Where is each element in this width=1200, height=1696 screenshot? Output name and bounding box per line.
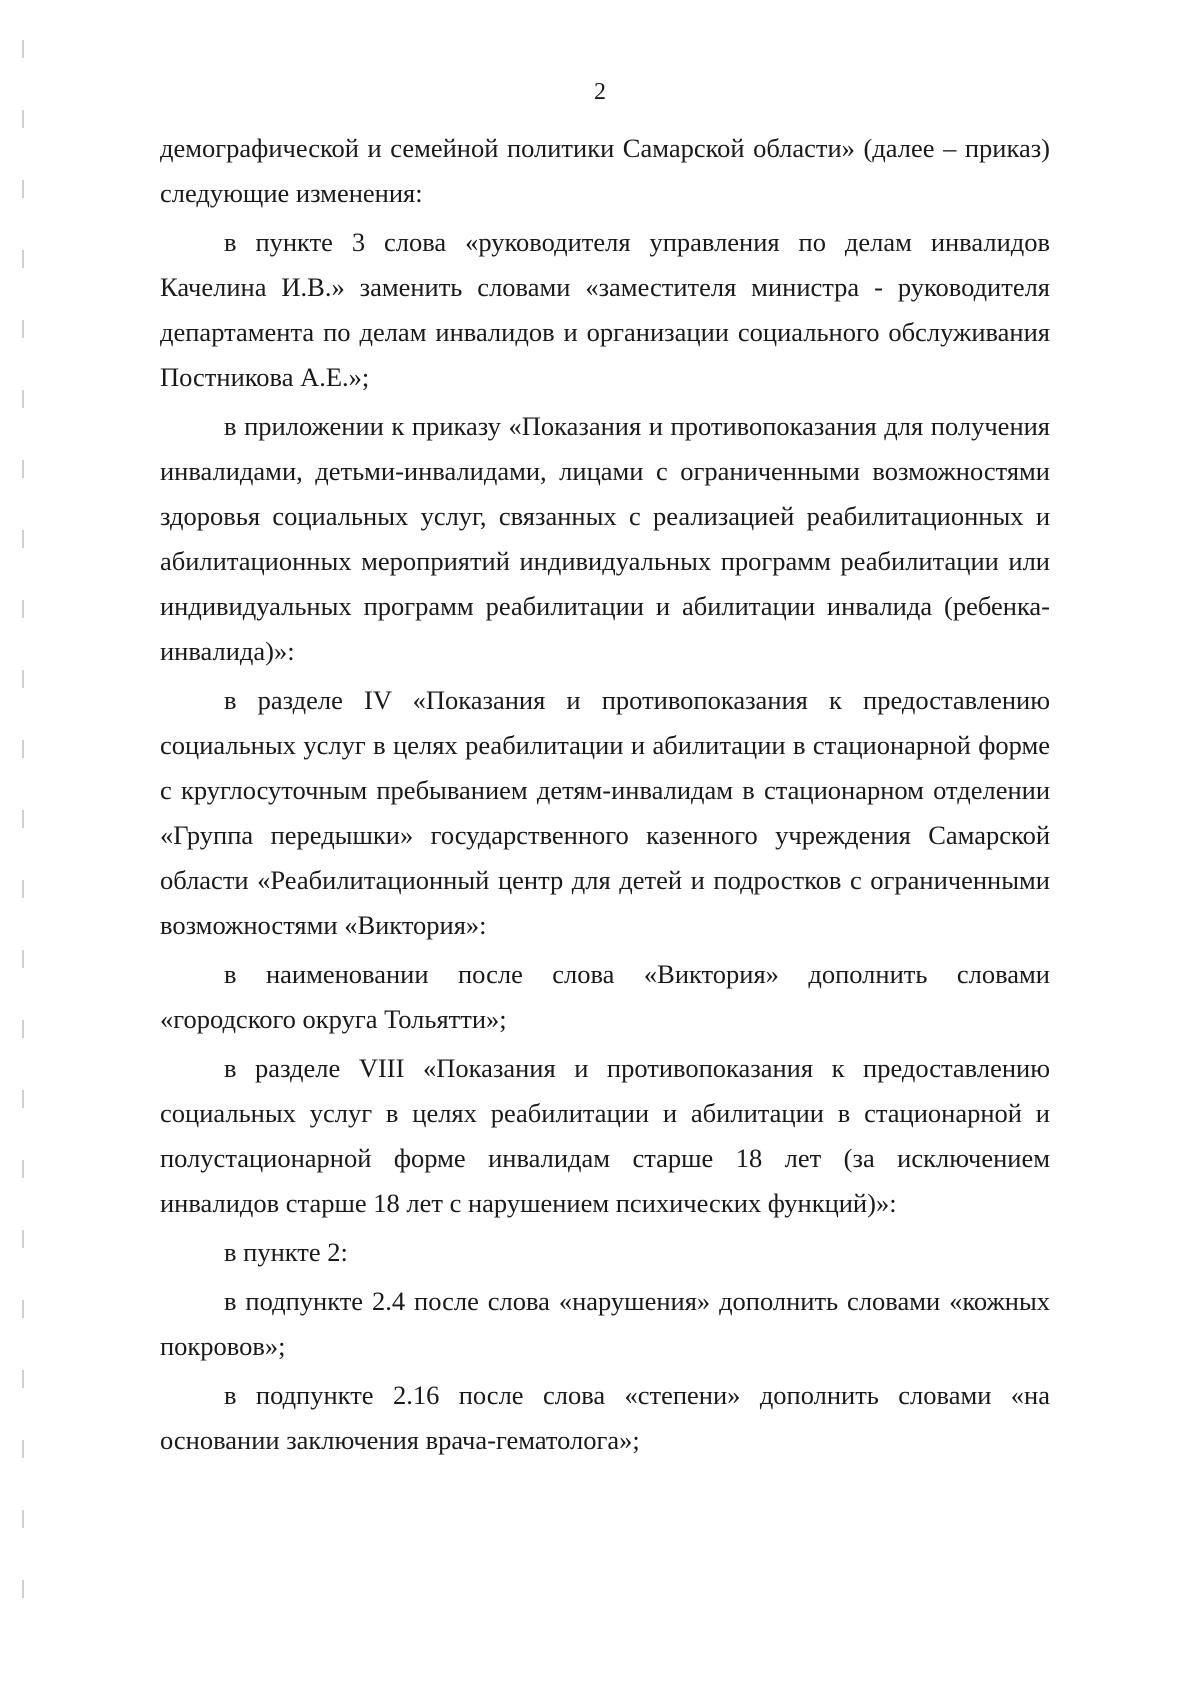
document-body xyxy=(160,126,1050,1467)
paragraph-2: в пункте 3 слова «руководителя управления по делам инвалидов Качелина И.В.» заменить словами «заместителя министра - руководителя департамента по делам инвалидов и организации социального обслуживания Постникова А.Е.»; xyxy=(160,227,1050,392)
paragraph-3: в приложении к приказу «Показания и противопоказания для получения инвалидами, детьми-инвалидами, лицами с ограниченными возможностями здоровья социальных услуг, связанных с реализацией реабилитационных и абилитационных мероприятий индивидуальных программ реабилитации или индивидуальных программ реабилитации и абилитации инвалида (ребенка-инвалида)»: xyxy=(160,411,1050,666)
paragraph-7: в пункте 2: xyxy=(224,1237,348,1267)
page-number: 2 xyxy=(594,79,606,105)
scan-edge-artifact xyxy=(22,40,24,1600)
paragraph-4: в разделе IV «Показания и противопоказания к предоставлению социальных услуг в целях реабилитации и абилитации в стационарной форме с круглосуточным пребыванием детям-инвалидам в стационарном отделении «Группа передышки» государственного казенного учреждения Самарской области «Реабилитационный центр для детей и подростков с ограниченными возможностями «Виктория»: xyxy=(160,685,1050,940)
paragraph-8: в подпункте 2.4 после слова «нарушения» дополнить словами «кожных покровов»; xyxy=(160,1286,1050,1361)
paragraph-5: в наименовании после слова «Виктория» дополнить словами «городского округа Тольятти»; xyxy=(160,959,1050,1034)
paragraph-6: в разделе VIII «Показания и противопоказания к предоставлению социальных услуг в целях реабилитации и абилитации в стационарной и полустационарной форме инвалидам старше 18 лет (за исключением инвалидов старше 18 лет с нарушением психических функций)»: xyxy=(160,1053,1050,1218)
paragraph-9: в подпункте 2.16 после слова «степени» дополнить словами «на основании заключения врача-гематолога»; xyxy=(160,1380,1050,1455)
paragraph-1: демографической и семейной политики Самарской области» (далее – приказ) следующие изменения: xyxy=(160,133,1050,208)
